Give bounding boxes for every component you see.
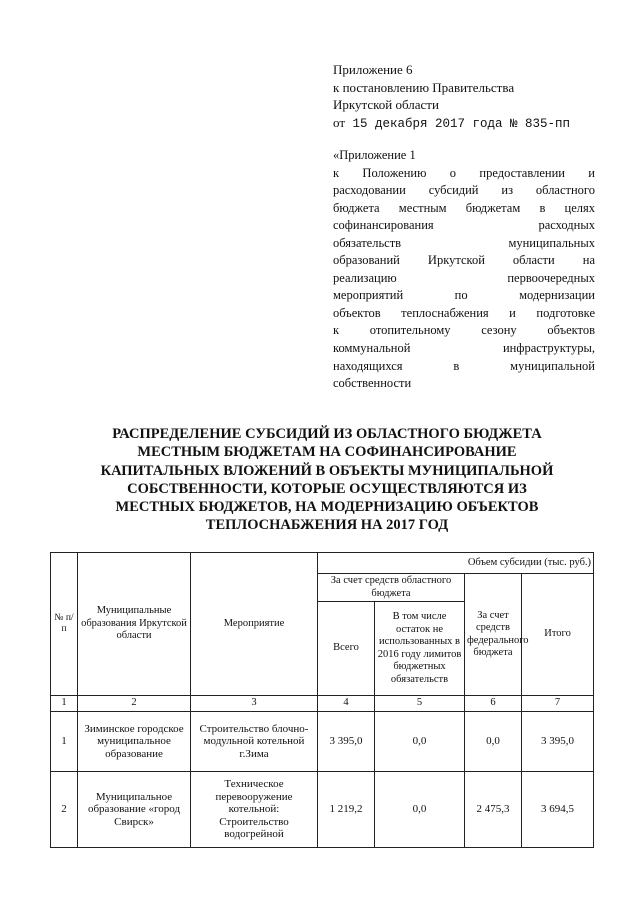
row-total: 3 395,0 <box>522 712 594 772</box>
title-line: РАСПРЕДЕЛЕНИЕ СУБСИДИЙ ИЗ ОБЛАСТНОГО БЮДЖЕТА <box>112 426 542 442</box>
column-number: 7 <box>522 696 594 712</box>
header-municipality: Муниципальные образования Иркутской области <box>78 553 191 696</box>
table-row <box>51 712 594 772</box>
row-num: 1 <box>51 712 78 772</box>
appendix-ref-line: собственности <box>333 376 412 391</box>
title-line: СОБСТВЕННОСТИ, КОТОРЫЕ ОСУЩЕСТВЛЯЮТСЯ ИЗ <box>127 480 527 497</box>
appendix-number: Приложение 6 <box>333 62 413 77</box>
column-number: 1 <box>51 696 78 712</box>
appendix-ref-line: находящихся в муниципальной <box>333 358 595 373</box>
title-line: ТЕПЛОСНАБЖЕНИЯ НА 2017 ГОД <box>205 517 449 534</box>
row-activity: Техническое перевооружение котельной: Строительство водогрейной <box>191 772 318 848</box>
row-activity: Строительство блочно-модульной котельной г.Зима <box>191 712 318 772</box>
appendix-reference <box>333 147 595 393</box>
appendix-ref-line: к отопительному сезону объектов <box>333 323 595 338</box>
region-name: Иркутской области <box>333 97 439 112</box>
column-number: 5 <box>375 696 465 712</box>
row-total-regional: 1 219,2 <box>318 772 375 848</box>
appendix-ref-line: софинансирования расходных <box>333 218 595 233</box>
document-title <box>85 425 569 535</box>
row-total-regional: 3 395,0 <box>318 712 375 772</box>
header-activity: Мероприятие <box>191 553 318 696</box>
appendix-ref-line: реализацию первоочередных <box>333 270 595 285</box>
header-subsidy-volume: Объем субсидии (тыс. руб.) <box>318 553 594 574</box>
header-grand-total: Итого <box>522 574 594 696</box>
row-total: 3 694,5 <box>522 772 594 848</box>
row-federal: 0,0 <box>465 712 522 772</box>
document-header <box>333 61 593 133</box>
order-date-number: 15 декабря 2017 года № 835-пп <box>345 116 571 131</box>
appendix-ref-line: бюджета местным бюджетам в целях <box>333 200 595 215</box>
column-number: 6 <box>465 696 522 712</box>
appendix-ref-line: коммунальной инфраструктуры, <box>333 341 595 356</box>
appendix-ref-line: объектов теплоснабжения и подготовке <box>333 305 595 320</box>
column-numbers-row <box>51 696 594 712</box>
column-number: 3 <box>191 696 318 712</box>
appendix-ref-line: обязательств муниципальных <box>333 235 595 250</box>
appendix-ref-line: расходовании субсидий из областного <box>333 183 595 198</box>
order-line <box>333 114 593 134</box>
appendix-ref-line: «Приложение 1 <box>333 148 416 162</box>
row-municipality: Зиминское городское муниципальное образование <box>78 712 191 772</box>
column-number: 2 <box>78 696 191 712</box>
appendix-ref-line: образований Иркутской области на <box>333 253 595 268</box>
row-municipality: Муниципальное образование «город Свирск» <box>78 772 191 848</box>
title-line: МЕСТНЫХ БЮДЖЕТОВ, НА МОДЕРНИЗАЦИЮ ОБЪЕКТОВ <box>115 499 539 516</box>
header-regional-funds: За счет средств областного бюджета <box>318 574 465 602</box>
title-line: МЕСТНЫМ БЮДЖЕТАМ НА СОФИНАНСИРОВАНИЕ <box>137 444 517 461</box>
header-including-remainder: В том числе остаток не использованных в 2016 году лимитов бюджетных обязательств <box>375 602 465 696</box>
order-prefix: от <box>333 114 346 130</box>
row-remainder: 0,0 <box>375 772 465 848</box>
subsidy-table <box>50 552 594 848</box>
row-remainder: 0,0 <box>375 712 465 772</box>
appendix-ref-line: к Положению о предоставлении и <box>333 165 595 180</box>
row-federal: 2 475,3 <box>465 772 522 848</box>
header-total-regional: Всего <box>318 602 375 696</box>
row-num: 2 <box>51 772 78 848</box>
resolution-reference: к постановлению Правительства <box>333 79 515 95</box>
header-num: № п/п <box>51 553 78 696</box>
appendix-ref-line: мероприятий по модернизации <box>333 288 595 303</box>
table-row <box>51 772 594 848</box>
title-line: КАПИТАЛЬНЫХ ВЛОЖЕНИЙ В ОБЪЕКТЫ МУНИЦИПАЛЬНОЙ <box>100 462 554 479</box>
header-federal-funds: За счет средств федерального бюджета <box>465 574 522 696</box>
column-number: 4 <box>318 696 375 712</box>
